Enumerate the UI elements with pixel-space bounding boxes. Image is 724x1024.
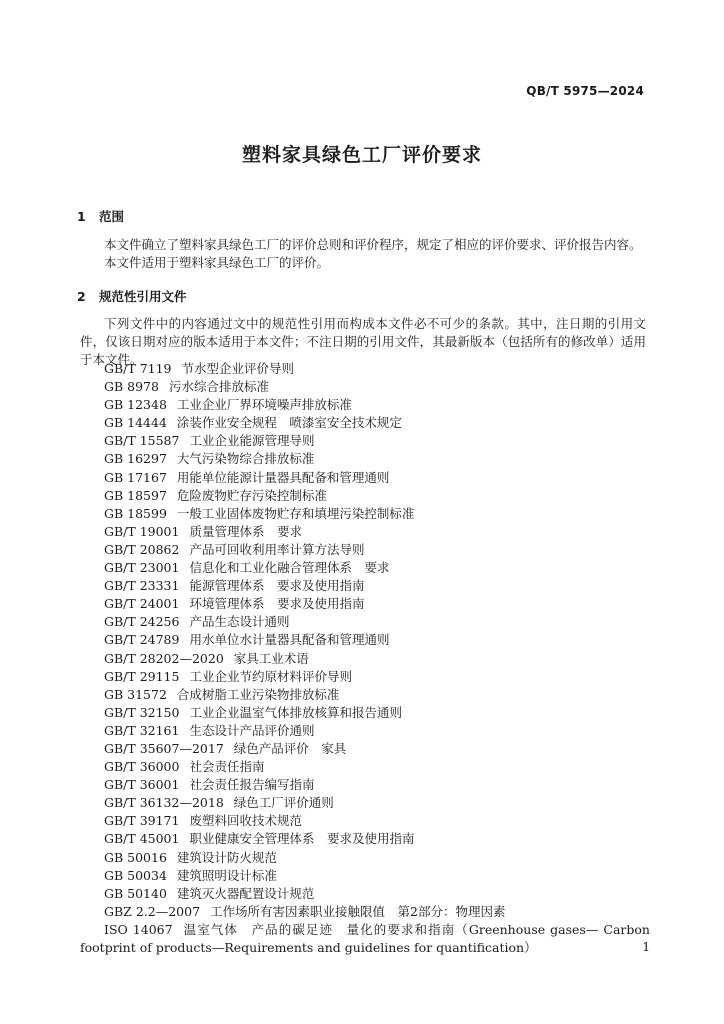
reference-code: GB 50140 xyxy=(104,885,167,901)
reference-code: GB/T 32150 xyxy=(104,704,180,720)
standard-number: QB/T 5975—2024 xyxy=(526,84,644,98)
page-number: 1 xyxy=(642,940,650,954)
reference-item xyxy=(80,668,650,686)
reference-item xyxy=(80,650,650,668)
reference-title: 社会责任报告编写指南 xyxy=(189,777,315,793)
reference-code: GB 31572 xyxy=(104,686,167,702)
reference-item xyxy=(80,686,650,704)
reference-item xyxy=(80,505,650,523)
reference-code: GB/T 28202—2020 xyxy=(104,650,224,666)
reference-code: GB/T 24256 xyxy=(104,614,180,630)
reference-code: GB/T 15587 xyxy=(104,433,180,449)
reference-title: 工作场所有害因素职业接触限值 第2部分：物理因素 xyxy=(210,903,506,919)
reference-title: 危险废物贮存污染控制标准 xyxy=(176,487,327,503)
reference-item xyxy=(80,360,650,378)
reference-item xyxy=(80,758,650,776)
normative-references-intro: 下列文件中的内容通过文中的规范性引用而构成本文件必不可少的条款。其中，注日期的引用文件，仅该日期对应的版本适用于本文件；不注日期的引用文件，其最新版本（包括所有的修改单）适用于本文件。 xyxy=(80,316,646,367)
reference-item xyxy=(80,523,650,541)
reference-item xyxy=(80,776,650,794)
reference-title: 家具工业术语 xyxy=(233,650,309,666)
reference-title: 涂装作业安全规程 喷漆室安全技术规定 xyxy=(176,415,402,431)
reference-code: GB/T 7119 xyxy=(104,361,172,376)
section-2-heading xyxy=(77,287,187,305)
reference-code: GB 50016 xyxy=(104,849,167,865)
reference-item xyxy=(80,722,650,740)
reference-code: GB/T 32161 xyxy=(104,722,180,738)
reference-code: GB/T 23331 xyxy=(104,578,180,594)
reference-item xyxy=(80,830,650,848)
reference-code: GB/T 36132—2018 xyxy=(104,795,224,811)
reference-title: 建筑照明设计标准 xyxy=(176,867,277,883)
reference-item xyxy=(80,631,650,649)
reference-code: GB/T 23001 xyxy=(104,560,180,576)
reference-code: GB/T 29115 xyxy=(104,668,180,684)
reference-code: GB/T 35607—2017 xyxy=(104,740,224,756)
reference-item xyxy=(80,903,650,921)
reference-item xyxy=(80,432,650,450)
reference-title: 绿色工厂评价通则 xyxy=(233,795,334,811)
reference-item xyxy=(80,378,650,396)
reference-title: 大气污染物综合排放标准 xyxy=(176,451,315,467)
reference-code: ISO 14067 xyxy=(104,921,173,937)
reference-title: 污水综合排放标准 xyxy=(168,379,269,395)
reference-title: 工业企业温室气体排放核算和报告通则 xyxy=(189,704,402,720)
reference-title: 工业企业节约原材料评价导则 xyxy=(189,668,352,684)
reference-code: GB 14444 xyxy=(104,415,167,431)
reference-code: GB/T 39171 xyxy=(104,813,180,829)
reference-title: 生态设计产品评价通则 xyxy=(189,722,315,738)
reference-item xyxy=(80,450,650,468)
scope-paragraph-1: 本文件确立了塑料家具绿色工厂的评价总则和评价程序，规定了相应的评价要求、评价报告内容。 xyxy=(104,237,642,252)
reference-code: GB/T 24001 xyxy=(104,596,180,612)
reference-item xyxy=(80,794,650,812)
reference-item xyxy=(80,541,650,559)
section-number: 1 xyxy=(77,209,86,224)
reference-code: GB/T 45001 xyxy=(104,831,180,847)
section-title: 范围 xyxy=(99,209,125,224)
reference-title: 节水型企业评价导则 xyxy=(181,361,295,376)
reference-item xyxy=(80,704,650,722)
reference-title: 能源管理体系 要求及使用指南 xyxy=(189,578,365,594)
reference-code: GB/T 20862 xyxy=(104,541,180,557)
reference-code: GB/T 36001 xyxy=(104,777,180,793)
reference-code: GB 16297 xyxy=(104,451,167,467)
reference-title: 建筑设计防火规范 xyxy=(176,849,277,865)
reference-code: GB 18599 xyxy=(104,505,167,521)
reference-item xyxy=(80,396,650,414)
reference-code: GB 18597 xyxy=(104,487,167,503)
reference-code: GB/T 24789 xyxy=(104,632,180,648)
section-1-heading xyxy=(77,207,124,225)
reference-item xyxy=(80,867,650,885)
document-title: 塑料家具绿色工厂评价要求 xyxy=(241,144,482,166)
reference-title: 合成树脂工业污染物排放标准 xyxy=(176,686,340,702)
reference-title: 社会责任指南 xyxy=(189,759,265,775)
reference-title: 温室气体 产品的碳足迹 量化的要求和指南（Greenhouse gases— Carbon footprint of products—Requirements and guidelines for quantification） xyxy=(80,921,650,955)
reference-title: 工业企业厂界环境噪声排放标准 xyxy=(176,397,352,413)
reference-item xyxy=(80,849,650,867)
reference-item xyxy=(80,414,650,432)
reference-title: 用水单位水计量器具配备和管理通则 xyxy=(189,632,390,648)
reference-code: GB 50034 xyxy=(104,867,167,883)
reference-title: 绿色产品评价 家具 xyxy=(233,740,347,756)
reference-code: GB 17167 xyxy=(104,469,167,485)
reference-title: 产品生态设计通则 xyxy=(189,614,290,630)
scope-paragraph-2: 本文件适用于塑料家具绿色工厂的评价。 xyxy=(104,255,330,270)
section-number: 2 xyxy=(77,289,86,304)
reference-item xyxy=(80,559,650,577)
reference-list xyxy=(80,360,650,957)
reference-item xyxy=(80,812,650,830)
reference-title: 环境管理体系 要求及使用指南 xyxy=(189,596,365,612)
reference-item xyxy=(80,487,650,505)
reference-code: GB 12348 xyxy=(104,397,167,413)
reference-title: 质量管理体系 要求 xyxy=(189,523,302,539)
reference-item xyxy=(80,921,650,957)
reference-title: 建筑灭火器配置设计规范 xyxy=(176,885,315,901)
reference-title: 工业企业能源管理导则 xyxy=(189,433,315,449)
reference-code: GBZ 2.2—2007 xyxy=(104,903,201,919)
reference-code: GB/T 36000 xyxy=(104,759,180,775)
reference-title: 信息化和工业化融合管理体系 要求 xyxy=(189,560,390,576)
reference-item xyxy=(80,613,650,631)
reference-item xyxy=(80,469,650,487)
reference-title: 产品可回收利用率计算方法导则 xyxy=(189,541,365,557)
reference-code: GB 8978 xyxy=(104,379,159,395)
reference-title: 职业健康安全管理体系 要求及使用指南 xyxy=(189,831,415,847)
reference-title: 废塑料回收技术规范 xyxy=(189,813,302,829)
reference-item xyxy=(80,885,650,903)
section-title: 规范性引用文件 xyxy=(99,289,187,304)
reference-title: 一般工业固体废物贮存和填埋污染控制标准 xyxy=(176,505,415,521)
reference-item xyxy=(80,577,650,595)
reference-title: 用能单位能源计量器具配备和管理通则 xyxy=(176,469,390,485)
reference-item xyxy=(80,740,650,758)
reference-code: GB/T 19001 xyxy=(104,523,180,539)
reference-item xyxy=(80,595,650,613)
